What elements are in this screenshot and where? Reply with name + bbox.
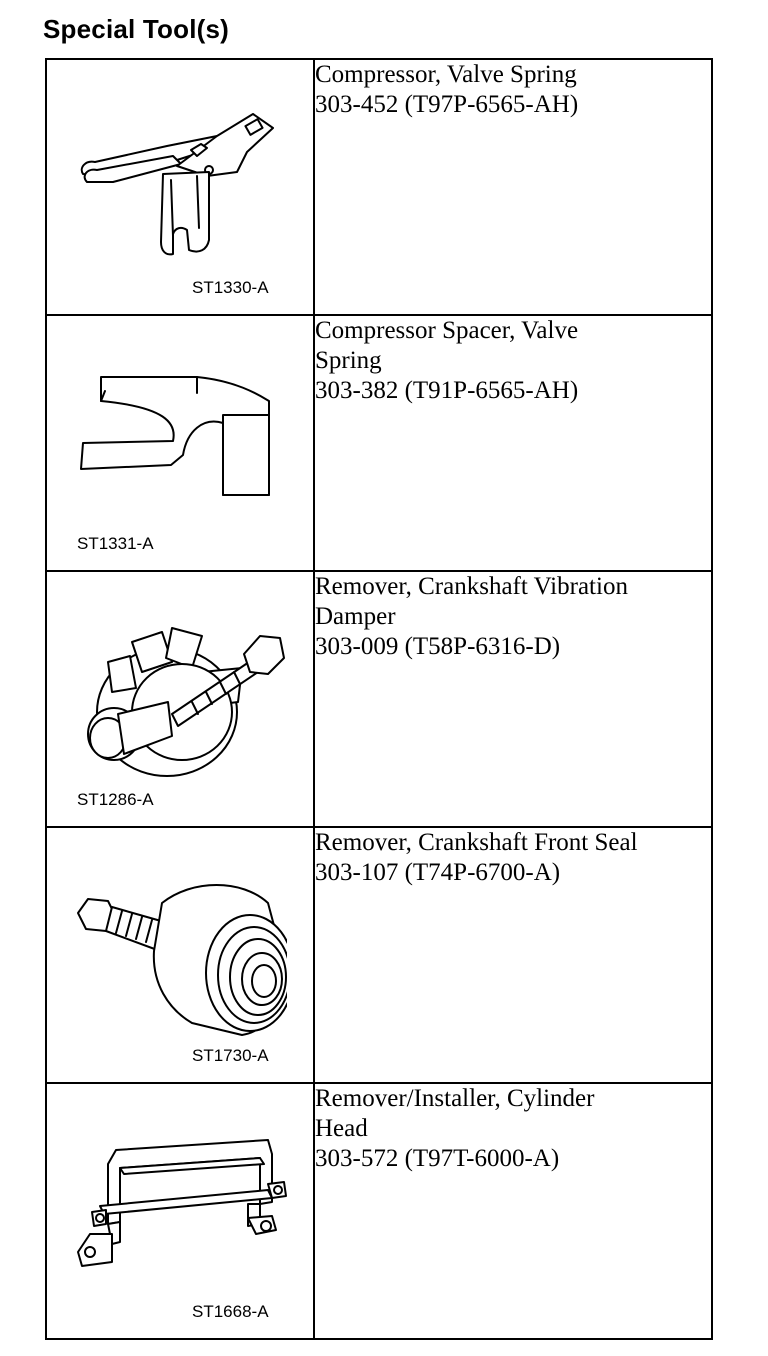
tool-name: Remover/Installer, Cylinder [315, 1085, 595, 1112]
tool-number: 303-452 (T97P-6565-AH) [315, 91, 579, 118]
tool-description-cell [314, 315, 712, 571]
tool-description-cell [314, 571, 712, 827]
valve-spring-spacer-illustration [77, 371, 277, 506]
tool-name: Remover, Crankshaft Vibration [315, 573, 628, 600]
tool-code: ST1330-A [192, 278, 269, 297]
tool-code: ST1730-A [192, 1046, 269, 1065]
tool-illustration-cell [46, 571, 314, 827]
tool-name: Compressor Spacer, Valve [315, 317, 579, 344]
tool-description-cell [314, 1083, 712, 1339]
table-row [46, 1083, 712, 1339]
tool-illustration-cell [46, 59, 314, 315]
tool-illustration-cell [46, 315, 314, 571]
tool-name: Head [315, 1115, 368, 1142]
tool-code: ST1331-A [77, 534, 154, 553]
tool-number: 303-572 (T97T-6000-A) [315, 1145, 560, 1172]
table-row [46, 315, 712, 571]
front-seal-remover-illustration [72, 873, 287, 1043]
vibration-damper-remover-illustration [72, 602, 287, 787]
tool-name: Damper [315, 603, 396, 630]
tool-name: Compressor, Valve Spring [315, 61, 577, 88]
tool-description-cell [314, 59, 712, 315]
tool-description-cell [314, 827, 712, 1083]
tool-code: ST1668-A [192, 1302, 269, 1321]
tool-number: 303-382 (T91P-6565-AH) [315, 377, 579, 404]
tool-name: Spring [315, 347, 382, 374]
table-row [46, 571, 712, 827]
tool-illustration-cell [46, 1083, 314, 1339]
special-tools-table [45, 58, 713, 1340]
page-title: Special Tool(s) [43, 14, 229, 44]
table-row [46, 59, 712, 315]
tool-illustration-cell [46, 827, 314, 1083]
table-row [46, 827, 712, 1083]
tool-number: 303-107 (T74P-6700-A) [315, 859, 561, 886]
tool-code: ST1286-A [77, 790, 154, 809]
cylinder-head-installer-illustration [72, 1124, 292, 1284]
tool-name: Remover, Crankshaft Front Seal [315, 829, 638, 856]
tool-number: 303-009 (T58P-6316-D) [315, 633, 561, 660]
valve-spring-compressor-illustration [77, 110, 297, 280]
